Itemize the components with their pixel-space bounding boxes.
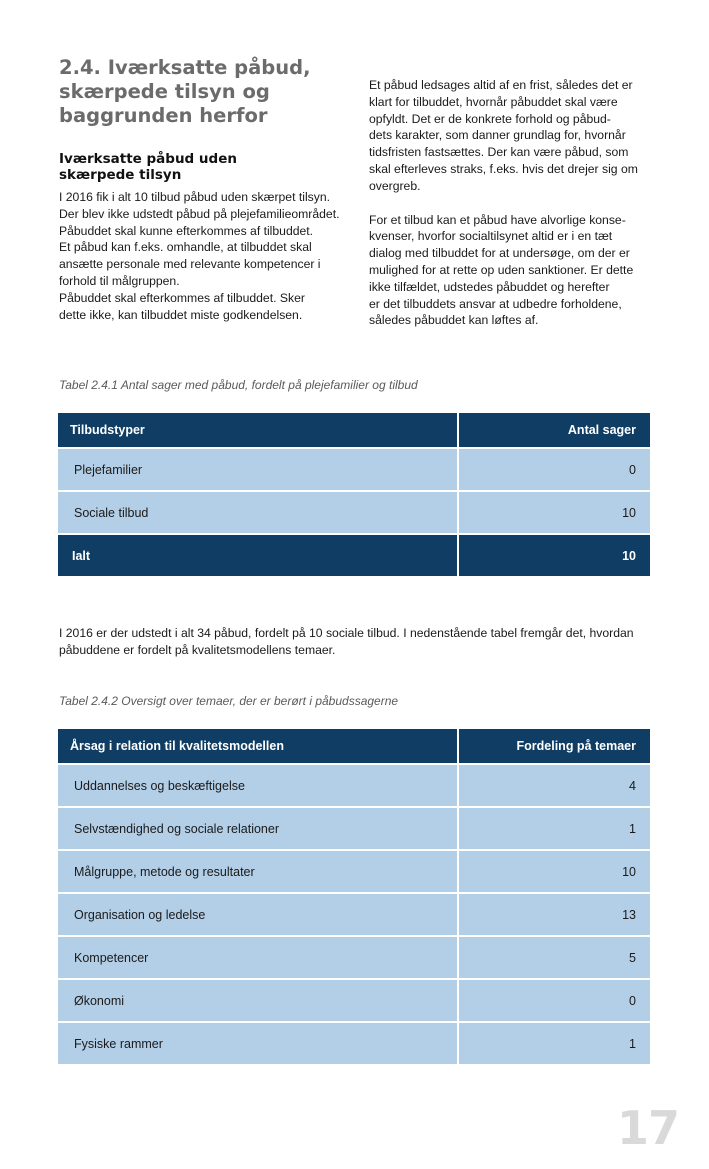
table2-cell-theme: Økonomi <box>58 979 458 1022</box>
table2-cell-value: 10 <box>458 850 650 893</box>
table2-cell-theme: Kompetencer <box>58 936 458 979</box>
table-row <box>58 936 650 979</box>
table2-cell-value: 1 <box>458 807 650 850</box>
table-row <box>58 807 650 850</box>
left-paragraph: I 2016 fik i alt 10 tilbud påbud uden skærpet tilsyn. Der blev ikke udstedt påbud på plejefamilieområdet. Påbuddet skal kunne efterkommes af tilbuddet. Et påbud kan f.eks. omhandle, at tilbuddet skal ansætte personale med relevante kompetencer i forhold til målgruppen. Påbuddet skal efterkommes af tilbuddet. Sker dette ikke, kan tilbuddet miste godkendelsen. <box>59 190 340 322</box>
table2-cell-value: 5 <box>458 936 650 979</box>
table2-header-theme: Årsag i relation til kvalitetsmodellen <box>58 729 458 764</box>
table1 <box>58 413 650 576</box>
table2 <box>58 729 650 1064</box>
body-paragraph: I 2016 er der udstedt i alt 34 påbud, fordelt på 10 sociale tilbud. I nedenstående tabel fremgår det, hvordan påbuddene er fordelt på kvalitetsmodellens temaer. <box>59 626 634 657</box>
table2-cell-value: 1 <box>458 1022 650 1064</box>
table1-total-value: 10 <box>458 534 650 576</box>
section-subtitle: Iværksatte påbud uden skærpede tilsyn <box>59 151 237 183</box>
table1-total-row <box>58 534 650 576</box>
table2-cell-value: 4 <box>458 764 650 807</box>
table1-cell-type: Plejefamilier <box>58 448 458 491</box>
table1-header-row <box>58 413 650 448</box>
table-row <box>58 850 650 893</box>
right-paragraph-1: Et påbud ledsages altid af en frist, således det er klart for tilbuddet, hvornår påbuddet skal være opfyldt. Det er de konkrete forhold og påbud- dets karakter, som danner grundlag for, hvornår tidsfristen fastsættes. Der kan være påbud, som skal efterleves straks, f.eks. hvis det drejer sig om overgreb. <box>369 78 638 193</box>
page-number: 17 <box>616 1101 679 1155</box>
left-column <box>59 56 341 323</box>
table-row <box>58 893 650 936</box>
table1-caption: Tabel 2.4.1 Antal sager med påbud, fordelt på plejefamilier og tilbud <box>59 378 418 392</box>
table1-total-label: Ialt <box>58 534 458 576</box>
right-column <box>369 77 659 329</box>
table2-cell-theme: Selvstændighed og sociale relationer <box>58 807 458 850</box>
table1-cell-count: 10 <box>458 491 650 534</box>
table-row <box>58 448 650 491</box>
table1-header-count: Antal sager <box>458 413 650 448</box>
table-row <box>58 764 650 807</box>
table2-cell-value: 0 <box>458 979 650 1022</box>
table2-cell-theme: Uddannelses og beskæftigelse <box>58 764 458 807</box>
table1-cell-count: 0 <box>458 448 650 491</box>
table-row <box>58 1022 650 1064</box>
table2-cell-theme: Organisation og ledelse <box>58 893 458 936</box>
table-row <box>58 491 650 534</box>
right-paragraph-2: For et tilbud kan et påbud have alvorlige konse- kvenser, hvorfor socialtilsynet altid er i en tæt dialog med tilbuddet for at undersøge, om der er mulighed for at rette op uden sanktioner. Er dette ikke tilfældet, udstedes påbuddet og herefter er det tilbuddets ansvar at udbedre forholdene, således påbuddet kan løftes af. <box>369 212 634 328</box>
table-row <box>58 979 650 1022</box>
table2-cell-value: 13 <box>458 893 650 936</box>
section-title: 2.4. Iværksatte påbud, skærpede tilsyn og baggrunden herfor <box>59 56 311 127</box>
table2-header-distribution: Fordeling på temaer <box>458 729 650 764</box>
table2-header-row <box>58 729 650 764</box>
table1-header-type: Tilbudstyper <box>58 413 458 448</box>
table1-cell-type: Sociale tilbud <box>58 491 458 534</box>
table2-cell-theme: Fysiske rammer <box>58 1022 458 1064</box>
table2-cell-theme: Målgruppe, metode og resultater <box>58 850 458 893</box>
table2-caption: Tabel 2.4.2 Oversigt over temaer, der er berørt i påbudssagerne <box>59 694 399 708</box>
